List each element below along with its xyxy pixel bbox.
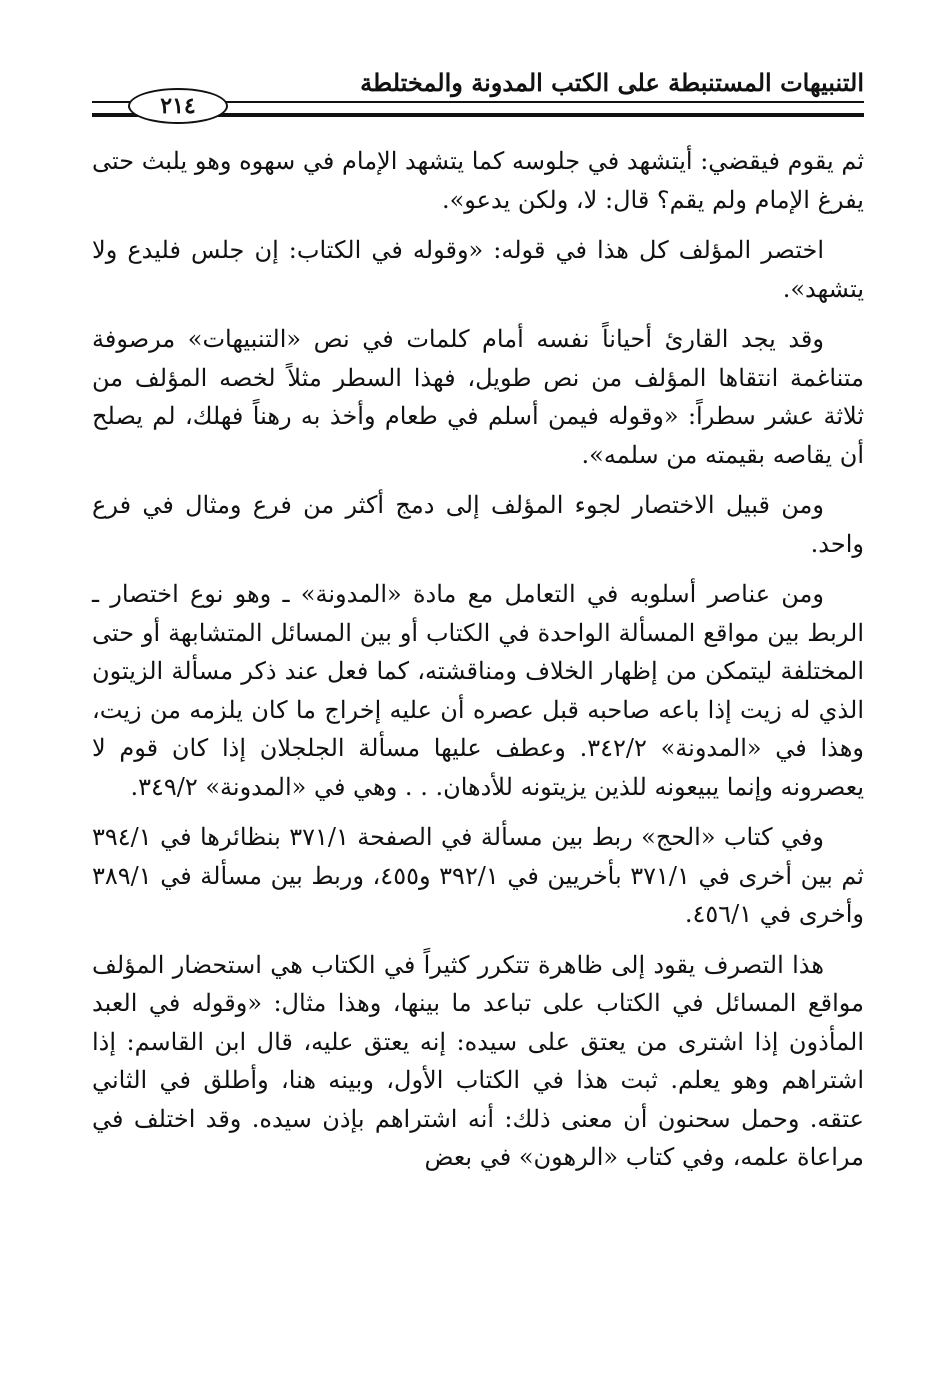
page-number: ٢١٤ — [128, 88, 228, 124]
paragraph: ثم يقوم فيقضي: أيتشهد في جلوسه كما يتشهد الإمام في سهوه وهو يلبث حتى يفرغ الإمام ولم يقم؟ قال: لا، ولكن يدعو». — [92, 147, 864, 214]
body-text — [92, 142, 864, 1189]
paragraph: هذا التصرف يقود إلى ظاهرة تتكرر كثيراً في الكتاب هي استحضار المؤلف مواقع المسائل في الكتاب على تباعد ما بينها، وهذا مثال: «وقوله في العبد المأذون إذا اشترى من يعتق على سيده: إنه يعتق عليه، قال ابن القاسم: إذا اشتراهم وهو يعلم. ثبت هذا في الكتاب الأول، وبينه هنا، وأطلق في الثاني عتقه. وحمل سحنون أن معنى ذلك: أنه اشتراهم بإذن سيده. وقد اختلف في مراعاة علمه، وفي كتاب «الرهون» في بعض — [92, 950, 864, 1171]
paragraph: ومن عناصر أسلوبه في التعامل مع مادة «المدونة» ـ وهو نوع اختصار ـ الربط بين مواقع المسألة الواحدة في الكتاب أو بين المسائل المتشابهة أو حتى المختلفة ليتمكن من إظهار الخلاف ومناقشته، كما فعل عند ذكر مسألة الزيتون الذي له زيت إذا باعه صاحبه قبل عصره أن عليه إخراج ما كان يلزمه من زيت، وهذا في «المدونة» ٣٤٢/٢. وعطف عليها مسألة الجلجلان إذا كان قوم لا يعصرونه وإنما يبيعونه للذين يزيتونه للأدهان. . . وهي في «المدونة» ٣٤٩/٢. — [92, 580, 864, 801]
paragraph: وفي كتاب «الحج» ربط بين مسألة في الصفحة ٣٧١/١ بنظائرها في ٣٩٤/١ ثم بين أخرى في ٣٧١/١ بأخريين في ٣٩٢/١ و٤٥٥، وربط بين مسألة في ٣٨٩/١ وأخرى في ٤٥٦/١. — [92, 823, 864, 928]
page-header — [92, 66, 864, 128]
paragraph: وقد يجد القارئ أحياناً نفسه أمام كلمات في نص «التنبيهات» مرصوفة متناغمة انتقاها المؤلف من نص طويل، فهذا السطر مثلاً لخصه المؤلف من ثلاثة عشر سطراً: «وقوله فيمن أسلم في طعام وأخذ به رهناً فهلك، لم يصلح أن يقاصه بقيمته من سلمه». — [92, 325, 864, 469]
paragraph: ومن قبيل الاختصار لجوء المؤلف إلى دمج أكثر من فرع ومثال في فرع واحد. — [92, 491, 864, 558]
running-title: التنبيهات المستنبطة على الكتب المدونة والمختلطة — [360, 68, 864, 97]
paragraph: اختصر المؤلف كل هذا في قوله: «وقوله في الكتاب: إن جلس فليدع ولا يتشهد». — [92, 236, 864, 303]
